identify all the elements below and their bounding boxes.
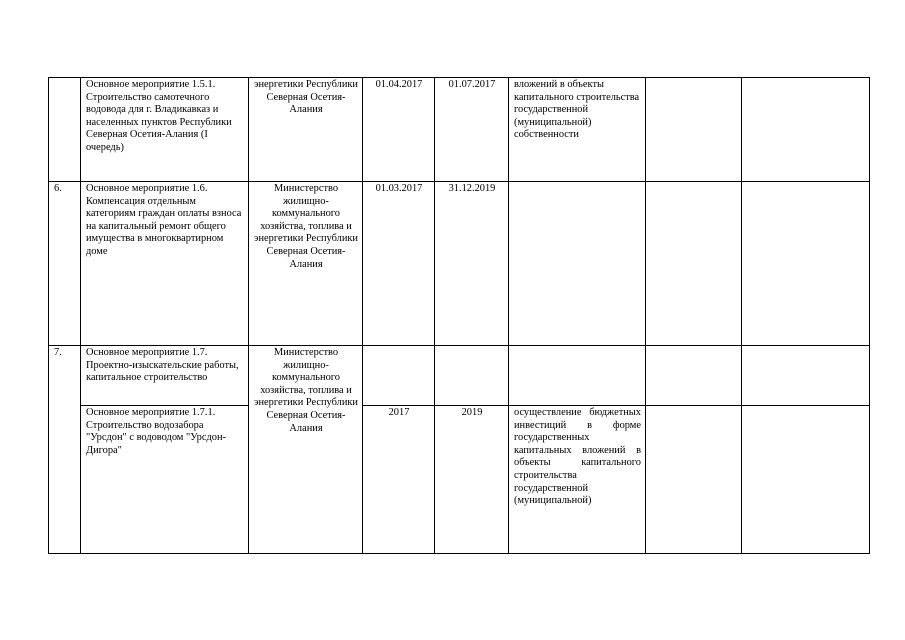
program-activities-table [48, 77, 870, 554]
table-row [49, 182, 870, 346]
activity-name: Основное мероприятие 1.7. Проектно-изыскательские работы, капитальное строительство [81, 346, 249, 406]
end-date: 31.12.2019 [435, 182, 509, 346]
end-date: 2019 [435, 406, 509, 554]
activity-name: Основное мероприятие 1.5.1. Строительство самотечного водовода для г. Владикавказ и населенных пунктов Республики Северная Осетия-Алания (I очередь) [81, 78, 249, 182]
expected-result: осуществление бюджетных инвестиций в форме государственных капитальных вложений в объекты капитального строительства государственной (муниципальной) [509, 406, 646, 554]
extra-cell [646, 78, 742, 182]
extra-cell [742, 182, 870, 346]
extra-cell [646, 182, 742, 346]
extra-cell [742, 346, 870, 406]
activity-name: Основное мероприятие 1.7.1. Строительство водозабора "Урсдон" с водоводом "Урсдон-Дигора" [81, 406, 249, 554]
extra-cell [742, 406, 870, 554]
start-date: 2017 [363, 406, 435, 554]
table-row [49, 78, 870, 182]
expected-result [509, 346, 646, 406]
table-row [49, 406, 870, 554]
end-date [435, 346, 509, 406]
expected-result [509, 182, 646, 346]
start-date: 01.04.2017 [363, 78, 435, 182]
end-date: 01.07.2017 [435, 78, 509, 182]
extra-cell [742, 78, 870, 182]
executor: Министерство жилищно-коммунального хозяйства, топлива и энергетики Республики Северная Осетия-Алания [249, 346, 363, 554]
extra-cell [646, 406, 742, 554]
expected-result: вложений в объекты капитального строительства государственной (муниципальной) собственности [509, 78, 646, 182]
start-date [363, 346, 435, 406]
row-number: 6. [49, 182, 81, 346]
row-number: 7. [49, 346, 81, 554]
start-date: 01.03.2017 [363, 182, 435, 346]
row-number [49, 78, 81, 182]
executor: Министерство жилищно-коммунального хозяйства, топлива и энергетики Республики Северная Осетия-Алания [249, 182, 363, 346]
executor: энергетики Республики Северная Осетия-Алания [249, 78, 363, 182]
activity-name: Основное мероприятие 1.6. Компенсация отдельным категориям граждан оплаты взноса на капитальный ремонт общего имущества в многоквартирном доме [81, 182, 249, 346]
table-row [49, 346, 870, 406]
extra-cell [646, 346, 742, 406]
